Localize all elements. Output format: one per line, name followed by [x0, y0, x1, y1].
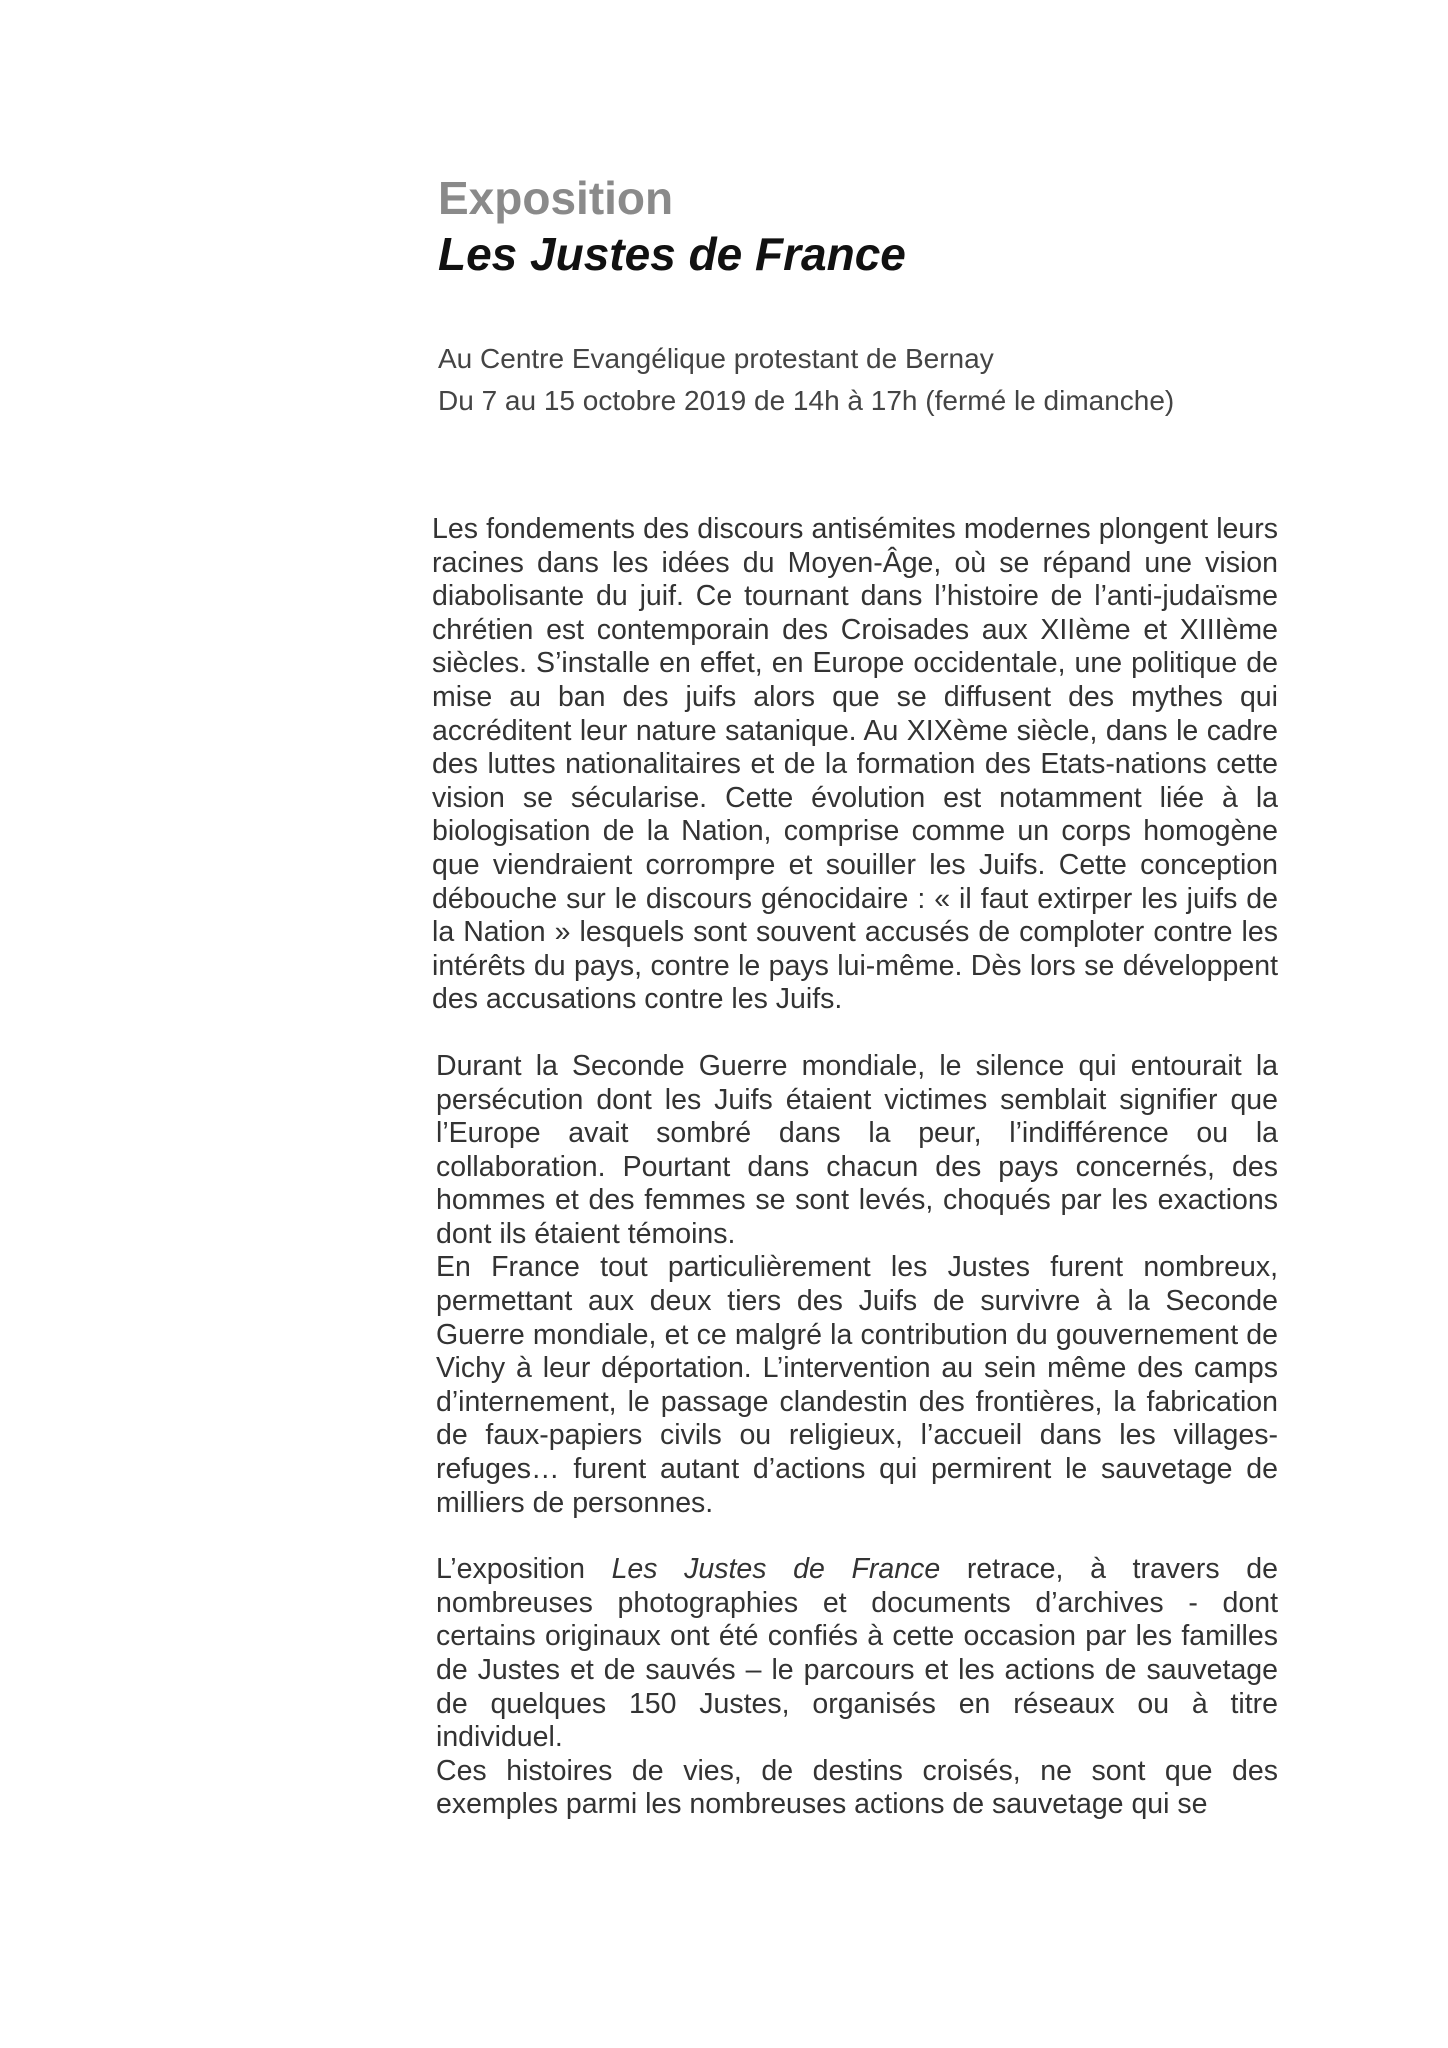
venue-info [438, 338, 1338, 422]
venue-location: Au Centre Evangélique protestant de Bernay [438, 343, 994, 374]
title-block [438, 170, 1338, 282]
exhibition-title-inline: Les Justes de France [611, 1553, 941, 1586]
venue-dates: Du 7 au 15 octobre 2019 de 14h à 17h (fermé le dimanche) [438, 385, 1175, 416]
paragraph-france: En France tout particulièrement les Justes furent nombreux, permettant aux deux tiers des Juifs de survivre à la Seconde Guerre mondiale, et ce malgré la contribution du gouvernement de Vichy à leur déportation. L’intervention au sein même des camps d’internement, le passage clandestin des frontières, la fabrication de faux-papiers civils ou religieux, l’accueil dans les villages-refuges… furent autant d’actions qui permirent le sauvetage de milliers de personnes. [436, 1251, 1278, 1519]
paragraph-stories: Ces histoires de vies, de destins croisés, ne sont que des exemples parmi les nombreuses actions de sauvetage qui se [436, 1754, 1278, 1821]
body-text [432, 513, 1278, 1822]
paragraph-history: Les fondements des discours antisémites modernes plongent leurs racines dans les idées du Moyen-Âge, où se répand une vision diabolisante du juif. Ce tournant dans l’histoire de l’anti-judaïsme chrétien est contemporain des Croisades aux XIIème et XIIIème siècles. S’installe en effet, en Europe occidentale, une politique de mise au ban des juifs alors que se diffusent des mythes qui accréditent leur nature satanique. Au XIXème siècle, dans le cadre des luttes nationalitaires et de la formation des Etats-nations cette vision se sécularise. Cette évolution est notamment liée à la biologisation de la Nation, comprise comme un corps homogène que viendraient corrompre et souiller les Juifs. Cette conception débouche sur le discours génocidaire : « il faut extirper les juifs de la Nation » lesquels sont souvent accusés de comploter contre les intérêts du pays, contre le pays lui-même. Dès lors se développent des accusations contre les Juifs. [432, 513, 1278, 1016]
paragraph-wwii: Durant la Seconde Guerre mondiale, le silence qui entourait la persécution dont les Juifs étaient victimes semblait signifier que l’Europe avait sombré dans la peur, l’indifférence ou la collaboration. Pourtant dans chacun des pays concernés, des hommes et des femmes se sont levés, choqués par les exactions dont ils étaient témoins. [436, 1049, 1278, 1250]
paragraph-exhibition [432, 1553, 1278, 1755]
paragraph-spacer [432, 1017, 1278, 1050]
paragraph-exhibition-prefix: L’exposition [436, 1553, 612, 1586]
paragraph-exhibition-rest: retrace, à travers de nombreuses photographies et documents d’archives - dont certains originaux ont été confiés à cette occasion par les familles de Justes et de sauvés – le parcours et les actions de sauvetage de quelques 150 Justes, organisés en réseaux ou à titre individuel. [436, 1553, 1278, 1754]
exhibition-name: Les Justes de France [438, 228, 906, 280]
paragraph-spacer [432, 1520, 1278, 1553]
page-title: Exposition [438, 172, 674, 224]
